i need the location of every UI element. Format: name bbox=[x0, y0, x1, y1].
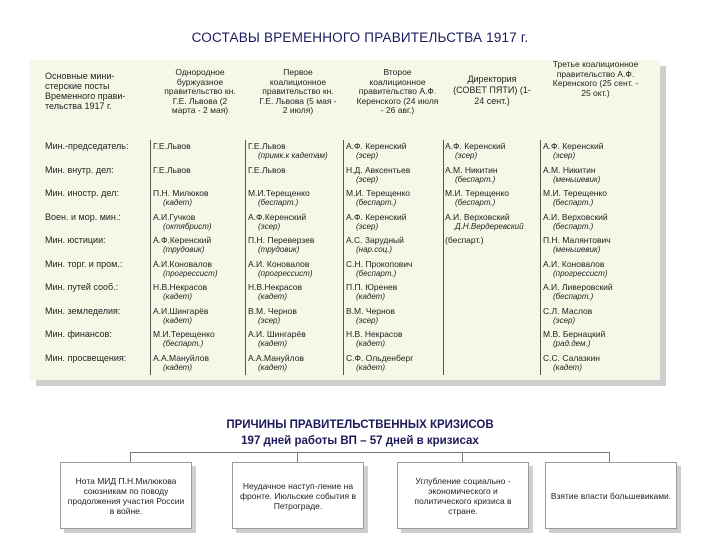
minister-name: П.П. Юренев bbox=[346, 282, 398, 292]
minister-cell bbox=[248, 235, 314, 255]
minister-name: С.С. Салазкин bbox=[543, 352, 600, 363]
ministry-label: Мин. земледелия: bbox=[45, 305, 121, 316]
minister-party: (меньшевик) bbox=[553, 174, 601, 184]
minister-name: В.М. Чернов bbox=[248, 305, 297, 316]
minister-name: М.И. Терещенко bbox=[346, 188, 411, 198]
minister-name: Н.Д. Авксентьев bbox=[346, 164, 411, 175]
minister-party: (трудовик) bbox=[163, 245, 205, 254]
minister-party: (беспарт.) bbox=[258, 198, 299, 207]
minister-cell bbox=[543, 165, 600, 185]
minister-cell bbox=[543, 259, 608, 279]
column-header-2: Первое коалиционное правительство кн. Г.Е. Львова (5 мая - 2 июля) bbox=[259, 67, 337, 115]
minister-cell bbox=[346, 282, 397, 302]
divider-1 bbox=[150, 140, 151, 375]
minister-name: А.С. Зарудный bbox=[346, 235, 404, 245]
minister-party: (эсер) bbox=[553, 315, 576, 325]
minister-name: Г.Е.Львов bbox=[153, 164, 191, 175]
minister-cell bbox=[153, 259, 218, 279]
minister-name: А.Ф. Керенский bbox=[346, 141, 407, 151]
minister-party: (беспарт.) bbox=[455, 174, 496, 184]
minister-name: А.А.Мануйлов bbox=[248, 352, 304, 363]
minister-name: М.И.Терещенко bbox=[153, 329, 215, 339]
minister-party: (эсер) bbox=[455, 151, 478, 160]
minister-party: (эсер) bbox=[356, 174, 379, 184]
minister-cell bbox=[346, 306, 395, 326]
minister-cell bbox=[445, 235, 484, 245]
minister-cell bbox=[153, 212, 212, 232]
minister-name: (беспарт.) bbox=[445, 235, 484, 245]
minister-name: В.М. Чернов bbox=[346, 305, 395, 316]
minister-name: А.И. Верховский bbox=[543, 211, 608, 222]
minister-name: А.И.Шингарёв bbox=[153, 305, 209, 316]
minister-cell bbox=[543, 282, 613, 302]
divider-4 bbox=[443, 140, 444, 375]
connector-4 bbox=[609, 452, 610, 462]
connector-2 bbox=[297, 452, 298, 462]
minister-cell bbox=[346, 141, 407, 161]
minister-name: А.Ф. Керенский bbox=[346, 211, 407, 222]
minister-name: А.И.Гучков bbox=[153, 211, 196, 222]
minister-party: (беспарт.) bbox=[356, 268, 397, 278]
minister-party: (беспарт.) bbox=[553, 198, 594, 207]
minister-name: Г.Е.Львов bbox=[248, 164, 286, 175]
ministry-label: Мин. иностр. дел: bbox=[45, 188, 119, 198]
minister-party: (меньшевик) bbox=[553, 245, 601, 254]
minister-cell bbox=[543, 188, 607, 208]
minister-cell bbox=[543, 306, 592, 326]
minister-name: П.Н. Переверзев bbox=[248, 235, 315, 245]
minister-party: (прогрессист) bbox=[553, 268, 608, 278]
minister-party: (эсер) bbox=[356, 315, 379, 325]
minister-cell bbox=[153, 188, 209, 208]
minister-cell bbox=[248, 306, 297, 326]
minister-cell bbox=[543, 353, 600, 373]
ministry-label: Мин. юстиции: bbox=[45, 235, 106, 245]
minister-party: (беспарт.) bbox=[163, 339, 204, 348]
minister-party: (кадет) bbox=[163, 315, 192, 325]
divider-3 bbox=[343, 140, 344, 375]
minister-cell bbox=[543, 235, 611, 255]
minister-name: А.И. Коновалов bbox=[543, 258, 605, 269]
minister-cell bbox=[248, 259, 313, 279]
minister-cell bbox=[346, 235, 404, 255]
minister-cell bbox=[543, 141, 604, 161]
cause-box-4 bbox=[545, 462, 677, 529]
minister-name: М.И. Терещенко bbox=[543, 188, 608, 198]
minister-party: (кадет) bbox=[356, 292, 385, 301]
minister-cell bbox=[248, 141, 328, 161]
minister-name: Н.В.Некрасов bbox=[153, 282, 208, 292]
column-header-4: Директория (СОВЕТ ПЯТИ) (1-24 сент.) bbox=[453, 74, 531, 106]
minister-name: А.И.Коновалов bbox=[153, 258, 213, 269]
divider-5 bbox=[540, 140, 541, 375]
column-header-5: Третье коалиционное правительство А.Ф. Керенского (25 сент. - 25 окт.) bbox=[552, 59, 639, 98]
cause-text: Неудачное наступ-ление на фронте. Июльские события в Петрограде. bbox=[239, 480, 357, 511]
minister-party: (октябрист) bbox=[163, 221, 212, 231]
minister-name: С.Ф. Ольденберг bbox=[346, 352, 414, 363]
minister-party: (эсер) bbox=[258, 315, 281, 325]
column-header-1: Однородное буржуазное правительство кн. Г.Е. Львова (2 марта - 2 мая) bbox=[164, 67, 236, 115]
ministry-label: Мин. внутр. дел: bbox=[45, 164, 114, 175]
minister-cell bbox=[153, 141, 191, 151]
minister-cell bbox=[346, 353, 413, 373]
column-header-3: Второе коалиционное правительство А.Ф. Керенского (24 июля - 26 авг.) bbox=[356, 67, 439, 115]
posts-header: Основные мини-стерские посты Временного прави-тельства 1917 г. bbox=[45, 71, 126, 111]
minister-cell bbox=[543, 329, 605, 349]
minister-name: А.И. Шингарёв bbox=[248, 329, 306, 339]
minister-party: (нар.соц.) bbox=[356, 245, 393, 254]
minister-cell bbox=[153, 329, 215, 349]
minister-name: П.Н. Милюков bbox=[153, 188, 209, 198]
minister-name: Н.В.Некрасов bbox=[248, 282, 303, 292]
cause-text: Взятие власти большевиками. bbox=[550, 490, 672, 501]
minister-name: С.Н. Прокопович bbox=[346, 258, 413, 269]
minister-party: (прогрессист) bbox=[163, 268, 218, 278]
minister-cell bbox=[346, 165, 410, 185]
minister-name: Г.Е.Львов bbox=[153, 141, 191, 151]
crises-heading bbox=[0, 417, 720, 449]
minister-cell bbox=[153, 353, 209, 373]
minister-party: (кадет) bbox=[356, 362, 385, 372]
cause-box-1 bbox=[60, 462, 192, 529]
minister-name: А.И. Коновалов bbox=[248, 258, 310, 269]
minister-party: (кадет) bbox=[258, 292, 287, 301]
minister-party: (трудовик) bbox=[258, 245, 300, 254]
ministry-label: Мин. путей сооб.: bbox=[45, 282, 119, 292]
crises-title: ПРИЧИНЫ ПРАВИТЕЛЬСТВЕННЫХ КРИЗИСОВ bbox=[226, 419, 494, 431]
ministry-label: Воен. и мор. мин.: bbox=[45, 211, 121, 222]
ministry-label: Мин. финансов: bbox=[45, 329, 112, 339]
minister-name: А.Ф. Керенский bbox=[543, 141, 604, 151]
minister-name: М.И.Терещенко bbox=[248, 188, 310, 198]
minister-party: (беспарт.) bbox=[356, 198, 397, 207]
minister-party: (кадет) bbox=[163, 198, 192, 207]
minister-party: Д.Н.Вердеревский bbox=[455, 221, 524, 231]
cause-text: Углубление социально - экономического и политического кризиса в стране. bbox=[414, 475, 512, 516]
minister-name: А.А.Мануйлов bbox=[153, 352, 209, 363]
ministry-label: Мин. торг. и пром.: bbox=[45, 258, 123, 269]
minister-party: (кадет) bbox=[553, 362, 582, 372]
connector-line bbox=[130, 452, 610, 453]
minister-cell bbox=[153, 165, 191, 175]
ministry-label: Мин.-председатель: bbox=[45, 141, 129, 151]
minister-cell bbox=[445, 141, 506, 161]
minister-name: А.Ф. Керенский bbox=[445, 141, 506, 151]
minister-party: (эсер) bbox=[258, 221, 281, 231]
minister-cell bbox=[248, 212, 306, 232]
connector-1 bbox=[130, 452, 131, 462]
minister-cell bbox=[153, 235, 211, 255]
minister-cell bbox=[346, 212, 407, 232]
minister-name: М.И. Терещенко bbox=[445, 188, 510, 198]
minister-name: А.Ф.Керенский bbox=[248, 211, 307, 222]
minister-party: (прогрессист) bbox=[258, 268, 313, 278]
minister-party: (кадет) bbox=[258, 339, 287, 348]
minister-name: А.М. Никитин bbox=[445, 164, 498, 175]
minister-cell bbox=[543, 212, 608, 232]
page-title: СОСТАВЫ ВРЕМЕННОГО ПРАВИТЕЛЬСТВА 1917 г. bbox=[191, 30, 529, 45]
minister-cell bbox=[248, 329, 306, 349]
minister-name: С.Л. Маслов bbox=[543, 305, 593, 316]
minister-cell bbox=[153, 306, 208, 326]
minister-party: (кадет) bbox=[356, 339, 385, 348]
connector-3 bbox=[462, 452, 463, 462]
minister-name: А.М. Никитин bbox=[543, 164, 596, 175]
minister-cell bbox=[445, 165, 498, 185]
minister-name: А.И. Ливеровский bbox=[543, 282, 613, 292]
minister-cell bbox=[153, 282, 207, 302]
minister-party: (эсер) bbox=[356, 221, 379, 231]
minister-party: (рад.дем.) bbox=[553, 339, 591, 348]
minister-cell bbox=[248, 165, 286, 175]
minister-name: А.Ф.Керенский bbox=[153, 235, 212, 245]
minister-cell bbox=[248, 188, 310, 208]
divider-2 bbox=[245, 140, 246, 375]
minister-name: М.В. Бернацкий bbox=[543, 329, 606, 339]
minister-name: П.Н. Малянтович bbox=[543, 235, 611, 245]
minister-cell bbox=[346, 259, 413, 279]
minister-party: (эсер) bbox=[553, 151, 576, 160]
minister-party: (кадет) bbox=[258, 362, 287, 372]
minister-name: А.И. Верховский bbox=[445, 211, 510, 222]
minister-cell bbox=[445, 212, 524, 232]
cause-text: Нота МИД П.Н.Милюкова союзникам по поводу продолжения участия России в войне. bbox=[67, 475, 185, 516]
minister-cell bbox=[346, 188, 410, 208]
minister-cell bbox=[346, 329, 403, 349]
cause-box-2 bbox=[232, 462, 364, 529]
minister-party: (кадет) bbox=[163, 292, 192, 301]
minister-cell bbox=[248, 282, 302, 302]
minister-party: (беспарт.) bbox=[553, 292, 594, 301]
minister-cell bbox=[445, 188, 509, 208]
minister-party: (беспарт.) bbox=[455, 198, 496, 207]
minister-name: Г.Е.Львов bbox=[248, 141, 286, 151]
crises-subtitle: 197 дней работы ВП – 57 дней в кризисах bbox=[241, 435, 479, 447]
cause-box-3 bbox=[397, 462, 529, 529]
minister-cell bbox=[248, 353, 304, 373]
minister-party: (примк.к кадетам) bbox=[258, 151, 328, 160]
minister-party: (беспарт.) bbox=[553, 221, 594, 231]
minister-name: Н.В. Некрасов bbox=[346, 329, 403, 339]
ministry-label: Мин. просвещения: bbox=[45, 352, 127, 363]
minister-party: (эсер) bbox=[356, 151, 379, 160]
minister-party: (кадет) bbox=[163, 362, 192, 372]
